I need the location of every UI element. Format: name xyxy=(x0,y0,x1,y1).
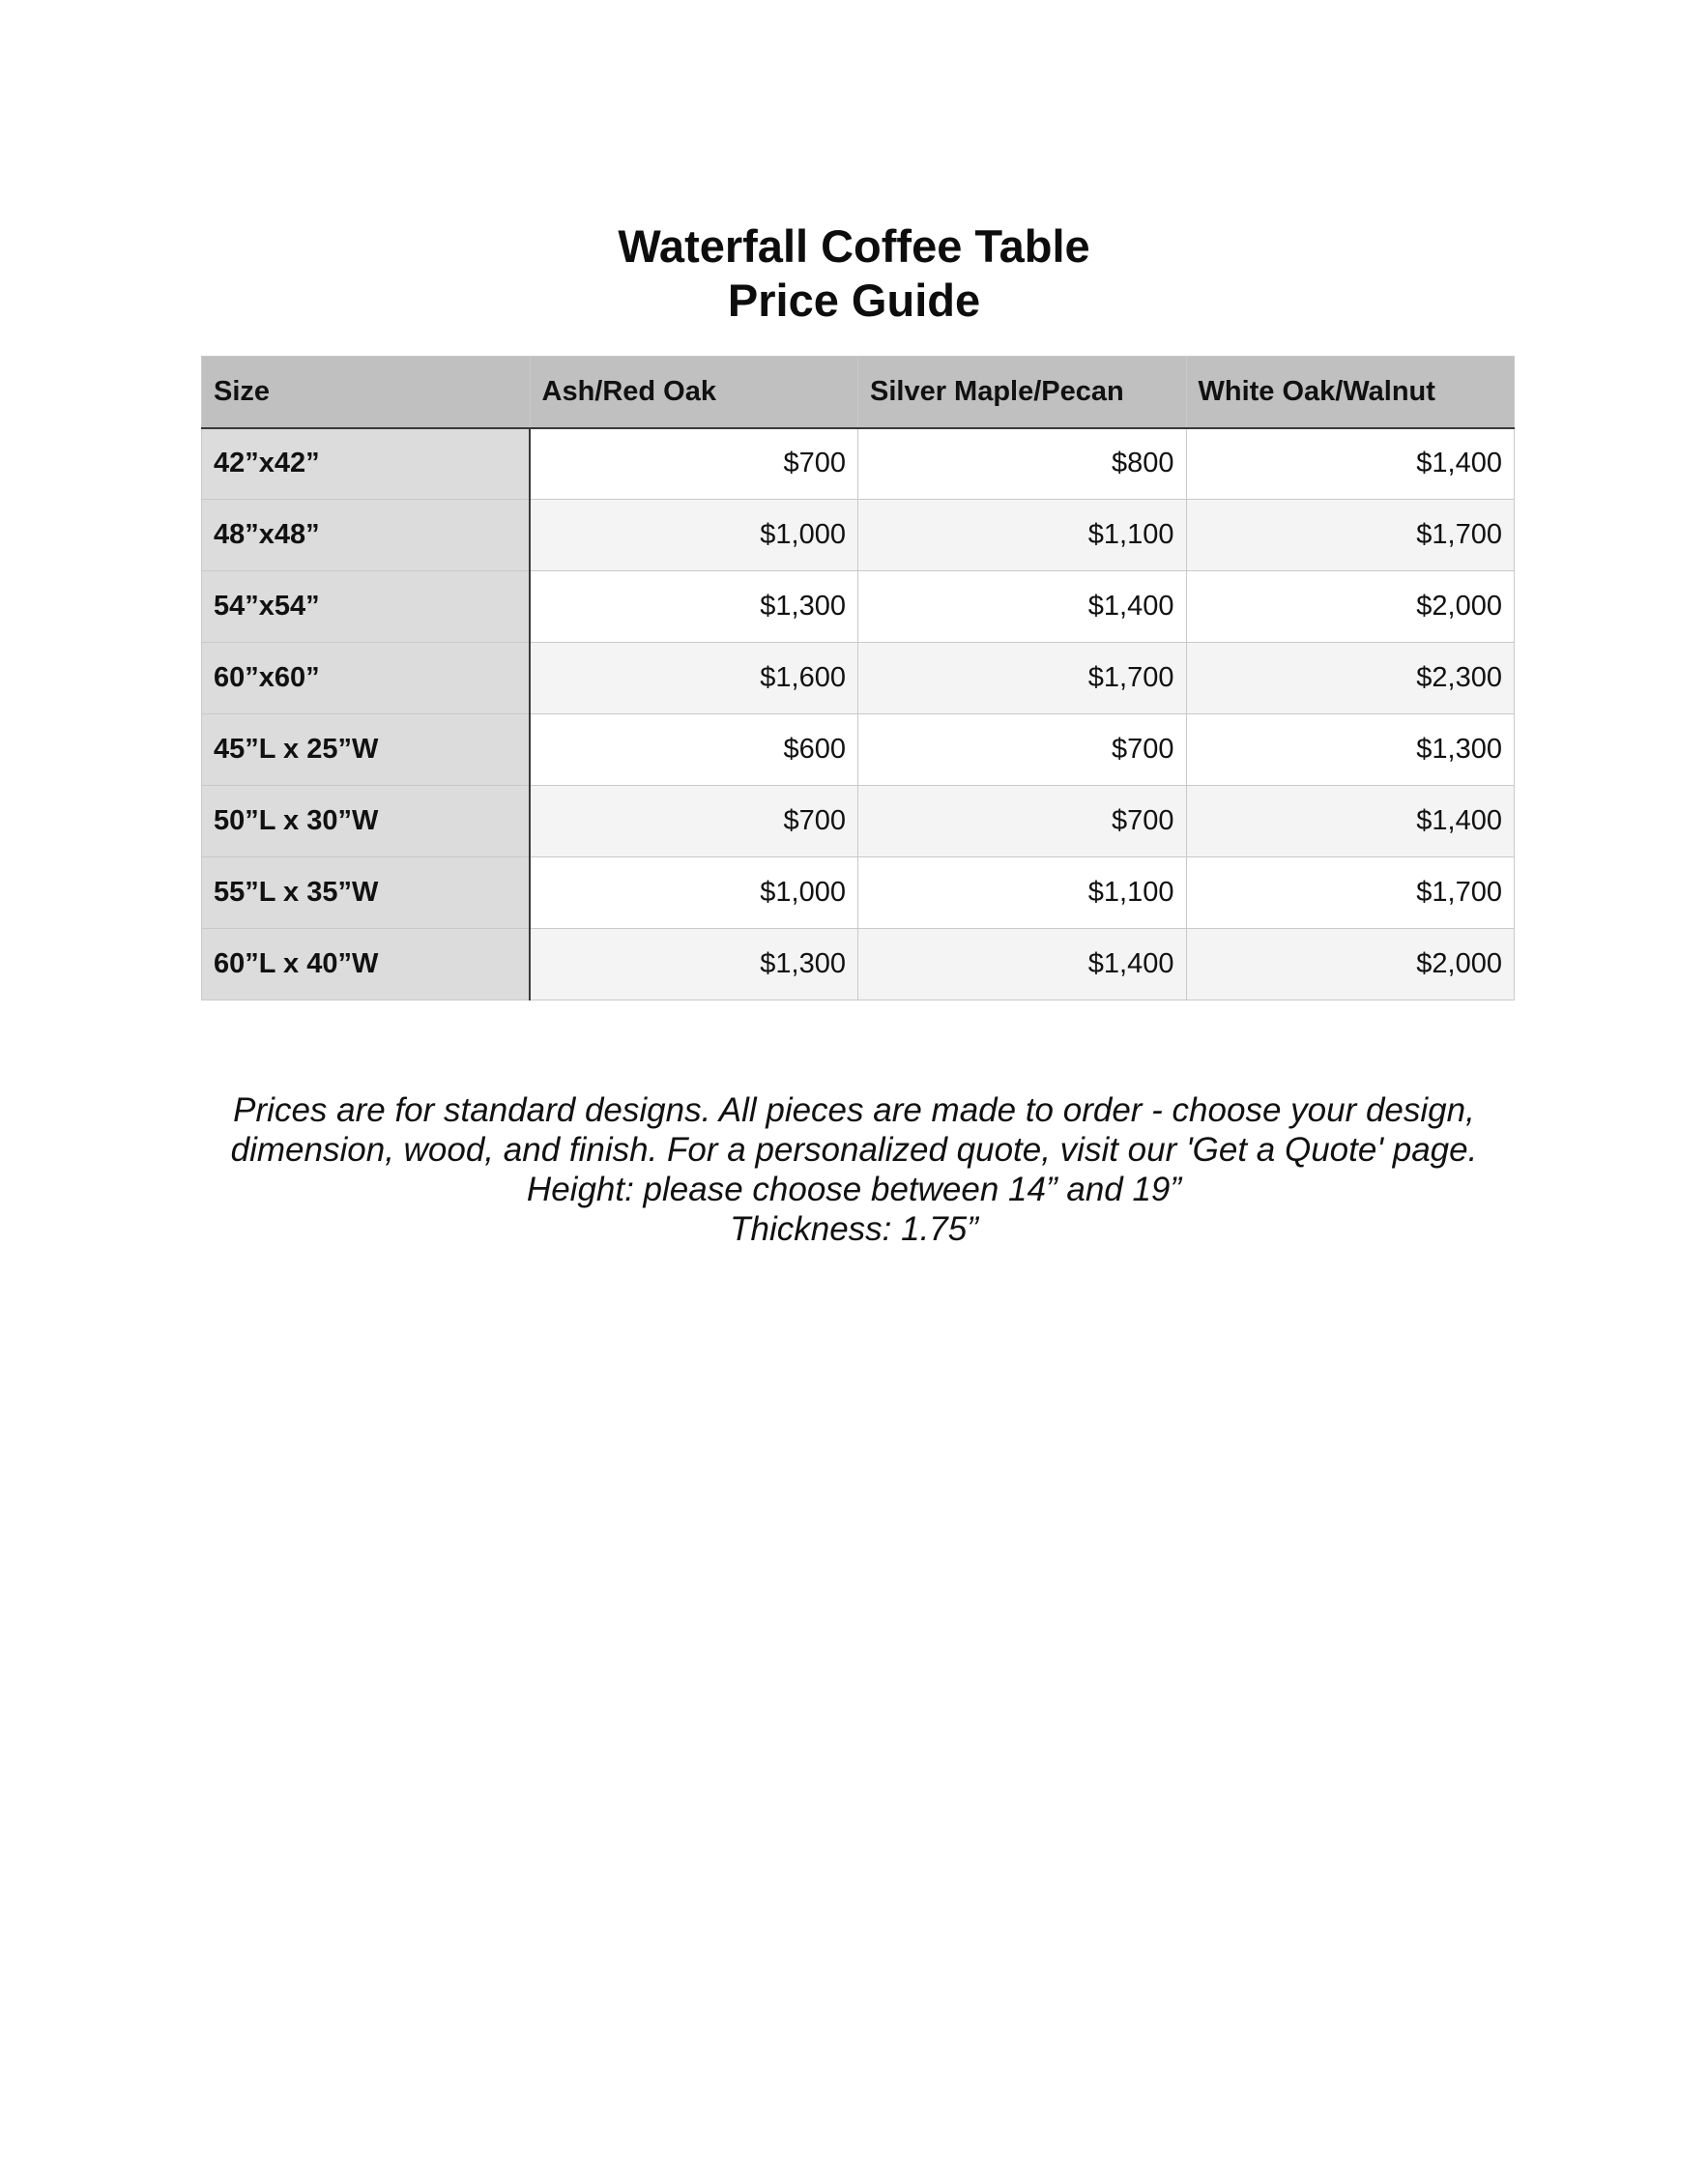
title-line-2: Price Guide xyxy=(727,275,981,327)
page-title xyxy=(0,219,1708,328)
price-cell: $1,700 xyxy=(858,643,1187,714)
price-cell: $2,000 xyxy=(1186,571,1515,643)
table-row xyxy=(202,428,1515,500)
size-cell: 60”L x 40”W xyxy=(202,929,531,1000)
price-cell: $1,300 xyxy=(1186,714,1515,786)
header-silver-maple-pecan: Silver Maple/Pecan xyxy=(858,357,1187,428)
price-cell: $1,400 xyxy=(858,929,1187,1000)
table-row xyxy=(202,643,1515,714)
pricing-notes xyxy=(0,1090,1708,1249)
price-cell: $1,400 xyxy=(1186,786,1515,857)
price-cell: $1,000 xyxy=(530,500,858,571)
size-cell: 48”x48” xyxy=(202,500,531,571)
price-cell: $700 xyxy=(858,714,1187,786)
table-header xyxy=(202,357,1515,428)
size-cell: 55”L x 35”W xyxy=(202,857,531,929)
price-cell: $1,000 xyxy=(530,857,858,929)
header-white-oak-walnut: White Oak/Walnut xyxy=(1186,357,1515,428)
price-table xyxy=(201,356,1515,1000)
table-row xyxy=(202,571,1515,643)
size-cell: 42”x42” xyxy=(202,428,531,500)
table-row xyxy=(202,714,1515,786)
price-cell: $700 xyxy=(530,786,858,857)
price-cell: $700 xyxy=(530,428,858,500)
notes-line-1: Prices are for standard designs. All pieces are made to order - choose your design, xyxy=(233,1091,1475,1129)
price-cell: $2,300 xyxy=(1186,643,1515,714)
price-cell: $700 xyxy=(858,786,1187,857)
size-cell: 50”L x 30”W xyxy=(202,786,531,857)
price-cell: $800 xyxy=(858,428,1187,500)
title-line-1: Waterfall Coffee Table xyxy=(618,220,1090,273)
size-cell: 54”x54” xyxy=(202,571,531,643)
size-cell: 60”x60” xyxy=(202,643,531,714)
header-row xyxy=(202,357,1515,428)
price-cell: $1,300 xyxy=(530,571,858,643)
notes-thickness: Thickness: 1.75” xyxy=(730,1210,978,1248)
price-cell: $1,300 xyxy=(530,929,858,1000)
price-cell: $1,700 xyxy=(1186,500,1515,571)
table-row xyxy=(202,857,1515,929)
table-row xyxy=(202,786,1515,857)
table-row xyxy=(202,500,1515,571)
header-size: Size xyxy=(202,357,531,428)
notes-line-2: dimension, wood, and finish. For a personalized quote, visit our 'Get a Quote' page. xyxy=(230,1131,1478,1169)
table-body xyxy=(202,428,1515,1000)
price-cell: $600 xyxy=(530,714,858,786)
price-cell: $1,100 xyxy=(858,857,1187,929)
notes-height: Height: please choose between 14” and 19” xyxy=(526,1171,1182,1208)
price-cell: $1,600 xyxy=(530,643,858,714)
size-cell: 45”L x 25”W xyxy=(202,714,531,786)
table-row xyxy=(202,929,1515,1000)
header-ash-red-oak: Ash/Red Oak xyxy=(530,357,858,428)
price-cell: $2,000 xyxy=(1186,929,1515,1000)
price-cell: $1,400 xyxy=(858,571,1187,643)
price-cell: $1,100 xyxy=(858,500,1187,571)
price-cell: $1,400 xyxy=(1186,428,1515,500)
price-cell: $1,700 xyxy=(1186,857,1515,929)
